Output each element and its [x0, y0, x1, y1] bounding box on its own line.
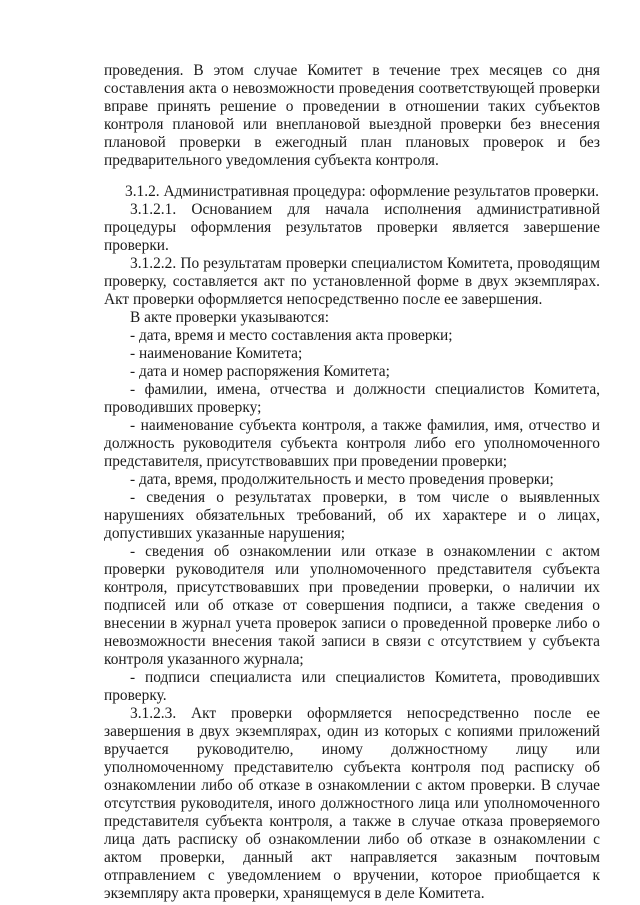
list-item: - фамилии, имена, отчества и должности специалистов Комитета, проводивших проверку;: [104, 381, 600, 416]
list-item: - наименование Комитета;: [130, 345, 303, 362]
document-body-main: [104, 183, 600, 903]
list-item: - подписи специалиста или специалистов Комитета, проводивших проверку.: [104, 669, 600, 704]
list-item: - дата, время, продолжительность и место проведения проверки;: [130, 471, 554, 488]
section-heading: 3.1.2. Административная процедура: оформление результатов проверки.: [125, 183, 600, 200]
list-item: - сведения о результатах проверки, в том числе о выявленных нарушениях обязательных требований, об их характере и о лицах, допустивших указанные нарушения;: [104, 489, 600, 542]
list-intro: В акте проверки указываются:: [130, 309, 329, 326]
list-item: - дата, время и место составления акта проверки;: [130, 327, 453, 344]
paragraph-3-1-2-1: 3.1.2.1. Основанием для начала исполнения административной процедуры оформления результатов проверки является завершение проверки.: [104, 201, 600, 254]
paragraph-3-1-2-3: 3.1.2.3. Акт проверки оформляется непосредственно после ее завершения в двух экземплярах, один из которых с копиями приложений вручается руководителю, иному должностному лицу или уполномоченному представителю субъекта контроля под расписку об ознакомлении либо об отказе в ознакомлении с актом проверки. В случае отсутствия руководителя, иного должностного лица или уполномоченного представителя субъекта контроля, а также в случае отказа проверяемого лица дать расписку об ознакомлении либо об отказе в ознакомлении с актом проверки, данный акт направляется заказным почтовым отправлением с уведомлением о вручении, которое приобщается к экземпляру акта проверки, хранящемуся в деле Комитета.: [104, 705, 600, 902]
paragraph-3-1-2-2: 3.1.2.2. По результатам проверки специалистом Комитета, проводящим проверку, составляется акт по установленной форме в двух экземплярах. Акт проверки оформляется непосредственно после ее завершения.: [104, 255, 600, 308]
list-item: - дата и номер распоряжения Комитета;: [130, 363, 390, 380]
intro-paragraph: проведения. В этом случае Комитет в течение трех месяцев со дня составления акта о невозможности проведения соответствующей проверки вправе принять решение о проведении в отношении таких субъектов контроля плановой или внеплановой выездной проверки без внесения плановой проверки в ежегодный план плановых проверок и без предварительного уведомления субъекта контроля.: [104, 62, 600, 169]
list-item: - наименование субъекта контроля, а также фамилия, имя, отчество и должность руководителя субъекта контроля либо его уполномоченного представителя, присутствовавших при проведении проверки;: [104, 417, 600, 470]
list-item: - сведения об ознакомлении или отказе в ознакомлении с актом проверки руководителя или уполномоченного представителя субъекта контроля, присутствовавших при проведении проверки, о наличии их подписей или об отказе от совершения подписи, а также сведения о внесении в журнал учета проверок записи о проведенной проверке либо о невозможности внесения такой записи в связи с отсутствием у субъекта контроля указанного журнала;: [104, 543, 600, 668]
document-body-top: [104, 62, 600, 170]
